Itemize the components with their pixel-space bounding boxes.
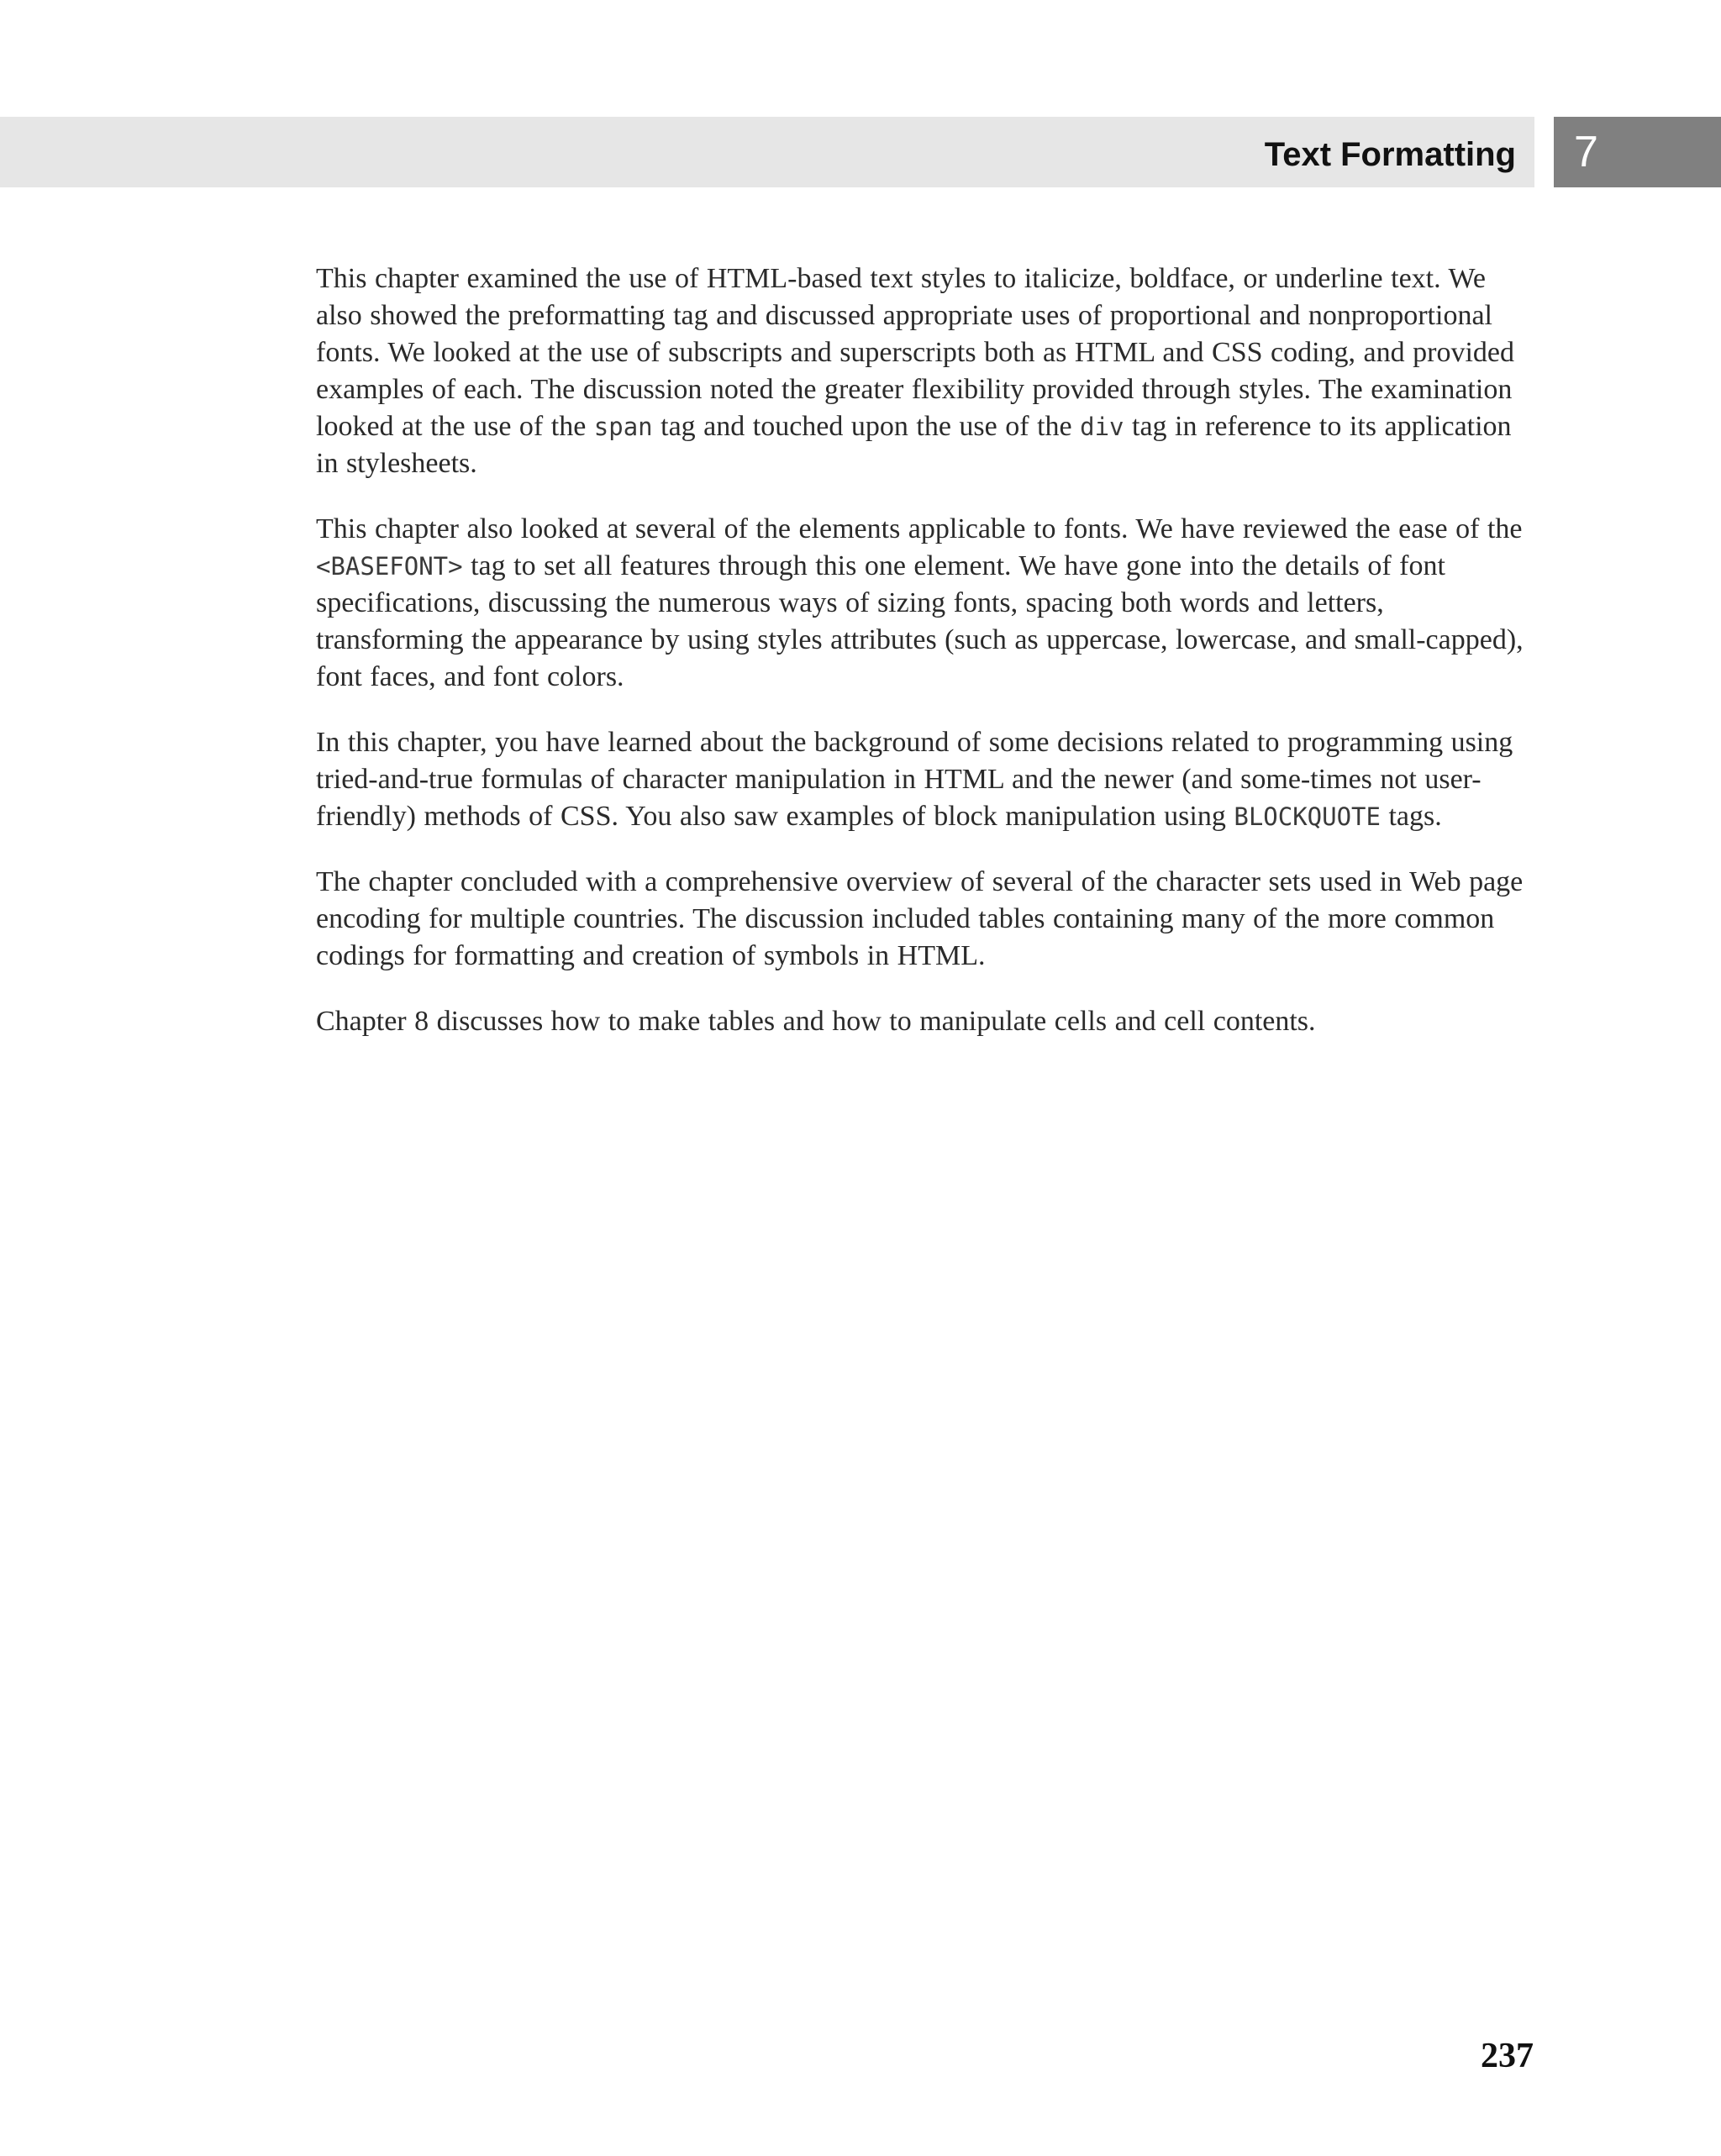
paragraph xyxy=(316,260,1539,482)
paragraph xyxy=(316,511,1539,696)
inline-code: span xyxy=(593,413,653,441)
paragraph-text: tag in reference to its application in stylesheets. xyxy=(316,411,1512,479)
paragraph xyxy=(316,1003,1539,1040)
paragraph-text: This chapter examined the use of HTML-based text styles to italicize, boldface, or underline text. We also showed the preformatting tag and discussed appropriate uses of proportional and nonproportional fonts. We looked at the use of subscripts and superscripts both as HTML and CSS coding, and provided examples of each. The discussion noted the greater flexibility provided through styles. The examination looked at the use of the xyxy=(316,263,1515,442)
chapter-summary-body xyxy=(316,260,1539,1069)
paragraph-text: tags. xyxy=(1380,801,1442,832)
paragraph xyxy=(316,724,1539,835)
paragraph-text: tag to set all features through this one element. We have gone into the details of font specifications, discussing the numerous ways of sizing fonts, spacing both words and letters, transforming the appearance by using styles attributes (such as uppercase, lowercase, and small-capped), font faces, and font colors. xyxy=(316,550,1524,692)
chapter-tab xyxy=(1554,117,1721,187)
paragraph xyxy=(316,864,1539,975)
running-header-title: Text Formatting xyxy=(1264,136,1516,173)
inline-code: <BASEFONT> xyxy=(316,552,463,581)
paragraph-text: Chapter 8 discusses how to make tables and how to manipulate cells and cell contents. xyxy=(316,1006,1316,1037)
paragraph-text: tag and touched upon the use of the xyxy=(652,411,1081,442)
page-number: 237 xyxy=(1481,2037,1534,2075)
paragraph-text: In this chapter, you have learned about the background of some decisions related to programming using tried-and-true formulas of character manipulation in HTML and the newer (and some-times not user-friendly) methods of CSS. You also saw examples of block manipulation using xyxy=(316,727,1513,832)
chapter-number: 7 xyxy=(1574,128,1598,176)
inline-code: BLOCKQUOTE xyxy=(1234,802,1381,831)
inline-code: div xyxy=(1080,413,1124,441)
paragraph-text: This chapter also looked at several of the elements applicable to fonts. We have reviewed the ease of the xyxy=(316,513,1523,544)
running-header xyxy=(0,117,1534,187)
paragraph-text: The chapter concluded with a comprehensive overview of several of the character sets used in Web page encoding for multiple countries. The discussion included tables containing many of the more common codings for formatting and creation of symbols in HTML. xyxy=(316,866,1524,971)
